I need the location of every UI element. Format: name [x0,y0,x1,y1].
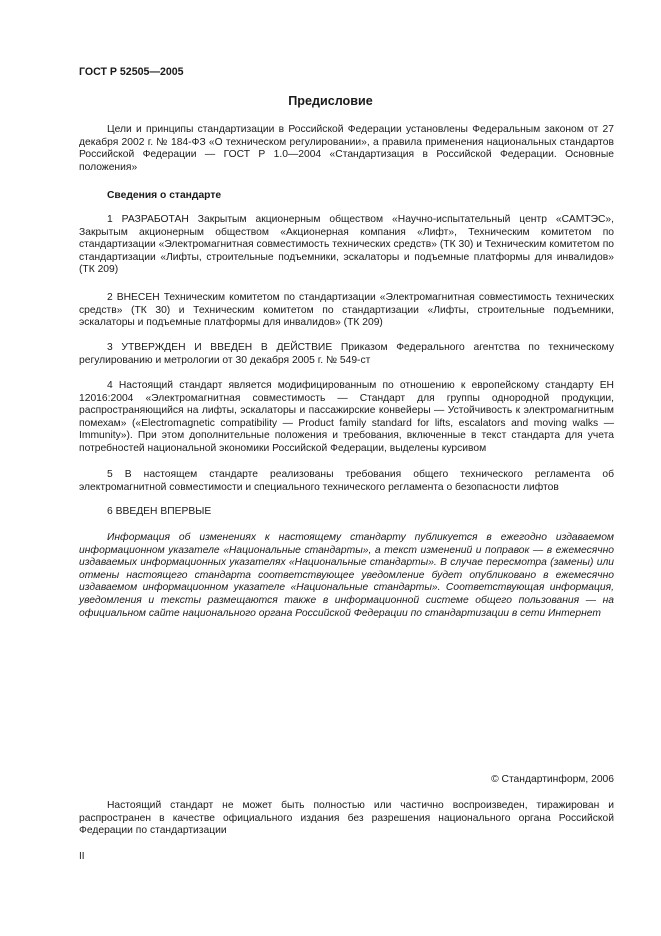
item-6-paragraph: 6 ВВЕДЕН ВПЕРВЫЕ [107,506,212,517]
section-heading: Сведения о стандарте [107,190,222,201]
document-id: ГОСТ Р 52505—2005 [79,66,184,78]
page-title: Предисловие [288,94,373,108]
copyright-notice: © Стандартинформ, 2006 [491,774,614,785]
intro-paragraph: Цели и принципы стандартизации в Российской Федерации установлены Федеральным законом от 27 декабря 2002 г. № 184-ФЗ «О техническом регулировании», а правила применения национальных стандартов Российской Федерации — ГОСТ Р 1.0—2004 «Стандартизация в Российской Федерации. Основные положения» [79,124,614,173]
item-3-paragraph: 3 УТВЕРЖДЕН И ВВЕДЕН В ДЕЙСТВИЕ Приказом Федерального агентства по техническому регулированию и метрологии от 30 декабря 2005 г. № 549-ст [79,342,614,366]
notice-paragraph: Информация об изменениях к настоящему стандарту публикуется в ежегодно издаваемом информационном указателе «Национальные стандарты», а текст изменений и поправок — в ежемесячно издаваемых информационных указателях «Национальные стандарты». В случае пересмотра (замены) или отмены настоящего стандарта соответствующее уведомление будет опубликовано в ежемесячно издаваемом информационном указателе «Национальные стандарты». Соответствующая информация, уведомления и тексты размещаются также в информационной системе общего пользования — на официальном сайте национального органа Российской Федерации по стандартизации в сети Интернет [79,532,614,619]
page-number: II [79,851,85,862]
item-2-paragraph: 2 ВНЕСЕН Техническим комитетом по стандартизации «Электромагнитная совместимость технических средств» (ТК 30) и Техническим комитетом по стандартизации «Лифты, строительные подъемники, эскалаторы и подъемные платформы для инвалидов» (ТК 209) [79,292,614,329]
item-4-paragraph: 4 Настоящий стандарт является модифицированным по отношению к европейскому стандарту ЕН 12016:2004 «Электромагнитная совместимость — Стандарт для группы однородной продукции, распространяющийся на лифты, эскалаторы и пассажирские конвейеры — Устойчивость к электромагнитным помехам» («Electromagnetic compatibility — Product family standard for lifts, escalators and moving walks — Immunity»). При этом дополнительные положения и требования, включенные в текст стандарта для учета потребностей национальной экономики Российской Федерации, выделены курсивом [79,380,614,454]
item-1-paragraph: 1 РАЗРАБОТАН Закрытым акционерным обществом «Научно-испытательный центр «САМТЭС», Закрытым акционерным обществом «Акционерная компания «Лифт», Техническим комитетом по стандартизации «Электромагнитная совместимость технических средств» (ТК 30) и Техническим комитетом по стандартизации «Лифты, строительные подъемники, эскалаторы и подъемные платформы для инвалидов» (ТК 209) [79,214,614,276]
reproduction-notice: Настоящий стандарт не может быть полностью или частично воспроизведен, тиражирован и распространен в качестве официального издания без разрешения национального органа Российской Федерации по стандартизации [79,800,614,837]
item-5-paragraph: 5 В настоящем стандарте реализованы требования общего технического регламента об электромагнитной совместимости и специального технического регламента о безопасности лифтов [79,469,614,493]
